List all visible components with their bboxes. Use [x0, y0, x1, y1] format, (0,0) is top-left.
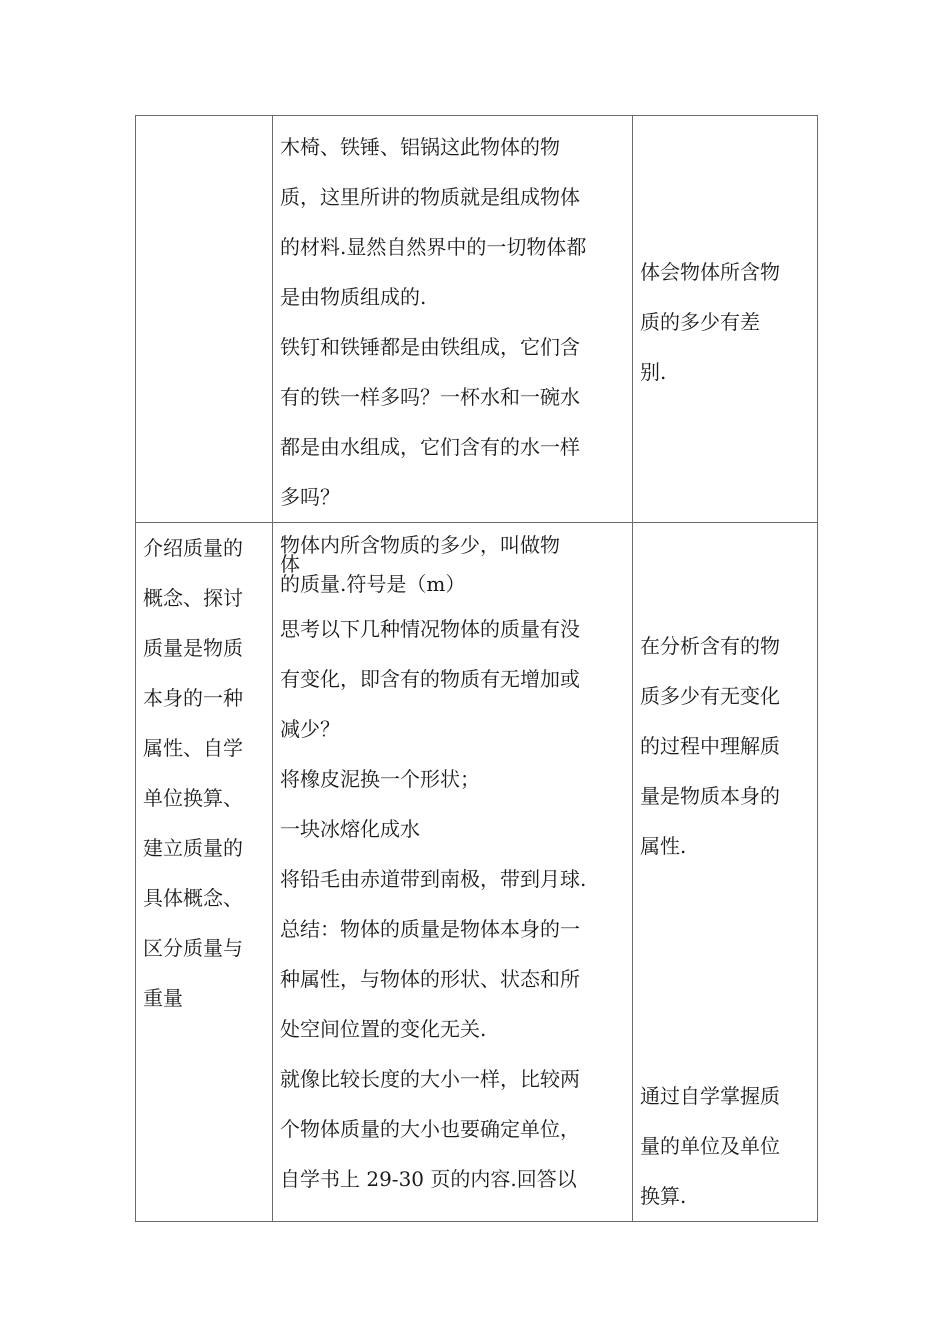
stage-line: 概念、探讨 — [143, 586, 243, 610]
stage-cell — [136, 523, 273, 1222]
table-row — [136, 116, 818, 523]
content-line: 铁钉和铁锤都是由铁组成，它们含 — [280, 335, 580, 359]
intent-line: 体会物体所含物 — [640, 260, 780, 284]
stage-line: 属性、自学 — [143, 736, 243, 760]
stage-line: 质量是物质 — [143, 636, 243, 660]
content-line: 种属性，与物体的形状、状态和所 — [280, 967, 580, 991]
table-row — [136, 523, 818, 1222]
content-line: 将橡皮泥换一个形状； — [280, 767, 480, 791]
stage-line: 单位换算、 — [143, 786, 243, 810]
content-line: 有变化，即含有的物质有无增加或 — [280, 667, 580, 691]
content-line: 自学书上 29-30 页的内容.回答以 — [280, 1167, 577, 1191]
intent-line: 在分析含有的物 — [640, 634, 780, 658]
stage-line: 介绍质量的 — [143, 536, 243, 560]
content-line: 将铅毛由赤道带到南极，带到月球. — [280, 867, 587, 891]
design-intent-cell — [633, 116, 818, 523]
content-line: 思考以下几种情况物体的质量有没 — [280, 617, 580, 641]
intent-line: 通过自学掌握质 — [640, 1084, 780, 1108]
intent-line: 属性. — [640, 834, 687, 858]
intent-line: 量是物质本身的 — [640, 784, 780, 808]
content-line: 就像比较长度的大小一样，比较两 — [280, 1067, 580, 1091]
stage-line: 区分质量与 — [143, 936, 243, 960]
teaching-content-cell — [273, 523, 633, 1222]
intent-line: 的过程中理解质 — [640, 734, 780, 758]
content-line: 处空间位置的变化无关. — [280, 1017, 487, 1041]
stage-line: 具体概念、 — [143, 886, 243, 910]
content-line: 的质量.符号是（m） — [280, 572, 466, 596]
stage-cell-empty — [136, 116, 273, 523]
lesson-plan-table — [135, 115, 818, 1222]
content-line: 一块冰熔化成水 — [280, 817, 420, 841]
teaching-content-cell — [273, 116, 633, 523]
design-intent-cell — [633, 523, 818, 1222]
content-line: 物体内所含物质的多少，叫做物 — [280, 533, 560, 557]
content-line: 总结：物体的质量是物体本身的一 — [280, 917, 580, 941]
content-line: 是由物质组成的. — [280, 285, 427, 309]
stage-line: 重量 — [143, 986, 183, 1010]
content-line: 的材料.显然自然界中的一切物体都 — [280, 235, 587, 259]
content-line: 有的铁一样多吗？一杯水和一碗水 — [280, 385, 580, 409]
stage-line: 本身的一种 — [143, 686, 243, 710]
intent-line: 别. — [640, 360, 667, 384]
content-line: 都是由水组成，它们含有的水一样 — [280, 435, 580, 459]
content-line: 减少？ — [280, 717, 340, 741]
intent-line: 质的多少有差 — [640, 310, 760, 334]
intent-line: 换算. — [640, 1184, 687, 1208]
stage-line: 建立质量的 — [143, 836, 243, 860]
intent-line: 量的单位及单位 — [640, 1134, 780, 1158]
content-line: 木椅、铁锤、铝锅这此物体的物 — [280, 135, 560, 159]
content-line: 多吗？ — [280, 485, 340, 509]
intent-line: 质多少有无变化 — [640, 684, 780, 708]
content-line: 质，这里所讲的物质就是组成物体 — [280, 185, 580, 209]
clipped-text: 体 — [280, 552, 300, 576]
content-line: 个物体质量的大小也要确定单位， — [280, 1117, 580, 1141]
